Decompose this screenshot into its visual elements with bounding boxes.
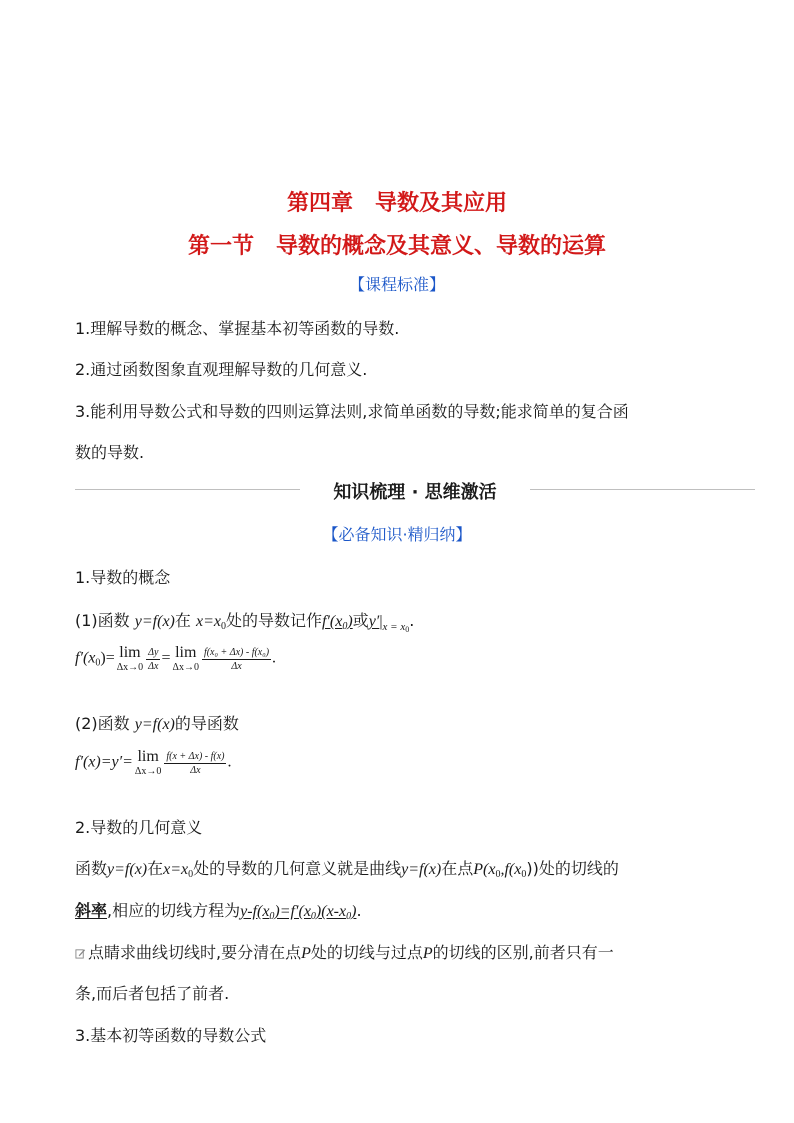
standard-2: 2.通过函数图象直观理解导数的几何意义. xyxy=(75,360,368,379)
math-subscript: x = x xyxy=(382,621,406,633)
denominator: Δx xyxy=(190,764,201,776)
math: y-f(x xyxy=(240,903,270,920)
math: x=x xyxy=(163,861,189,878)
note-line-1 xyxy=(75,940,614,963)
math: P(x xyxy=(473,861,496,878)
derivative-notation-1 xyxy=(322,613,353,630)
math: )=f′(x xyxy=(274,903,311,920)
math: f′(x xyxy=(75,649,96,667)
keyword-slope: 斜率 xyxy=(75,901,108,920)
s2-heading: 2.导数的几何意义 xyxy=(75,818,203,837)
curriculum-label: 【课程标准】 xyxy=(348,275,445,294)
numerator: f(x₀ + Δx) - f(x₀) xyxy=(203,646,270,658)
lim: lim xyxy=(119,644,141,661)
subscript: 0 xyxy=(220,621,226,632)
lim: lim xyxy=(137,748,159,765)
subscript: 0 xyxy=(342,621,348,632)
subscript: 0 xyxy=(269,911,275,922)
denominator: Δx xyxy=(148,660,159,672)
math: = xyxy=(161,649,171,667)
standard-3: 3.能利用导数公式和导数的四则运算法则,求简单函数的导数;能求简单的复合函 xyxy=(75,402,629,421)
math: y=f(x) xyxy=(401,861,442,878)
math: ) xyxy=(351,903,357,920)
text: 处的切线与过点 xyxy=(310,943,423,962)
text: 在 xyxy=(147,859,164,878)
math: y=f(x) xyxy=(134,716,175,733)
math: x=x xyxy=(195,613,221,630)
standard-1: 1.理解导数的概念、掌握基本初等函数的导数. xyxy=(75,319,400,338)
numerator: Δy xyxy=(148,646,159,658)
fraction-2 xyxy=(202,646,271,673)
banner-text: 知识梳理 · 思维激活 xyxy=(333,482,497,503)
standard-3-cont: 数的导数. xyxy=(75,443,145,462)
math: )= xyxy=(100,649,115,667)
chapter-title: 第四章 导数及其应用 xyxy=(286,191,507,216)
s1-formula-1 xyxy=(75,644,276,674)
math: . xyxy=(227,753,232,771)
text: 点睛求曲线切线时,要分清在点 xyxy=(88,943,302,962)
limit-operator xyxy=(117,644,143,674)
limit-operator xyxy=(135,748,161,778)
math: y=f(x) xyxy=(134,613,175,630)
subscript: 0 xyxy=(521,869,527,880)
math: ) xyxy=(347,613,353,630)
text: 在点 xyxy=(441,859,474,878)
math: y=f(x) xyxy=(107,861,148,878)
tangent-equation xyxy=(240,903,356,920)
limit-operator xyxy=(173,644,199,674)
s1-paragraph-2 xyxy=(75,711,239,734)
math: f′(x xyxy=(321,613,343,630)
s2-paragraph-1 xyxy=(75,856,619,880)
banner-rule-left xyxy=(75,489,300,490)
math: P xyxy=(422,945,433,962)
s3-heading: 3.基本初等函数的导数公式 xyxy=(75,1026,267,1045)
math: )(x-x xyxy=(315,903,347,920)
lim-under: Δx→0 xyxy=(116,662,144,673)
subscript: 0 xyxy=(310,911,316,922)
text: (2)函数 xyxy=(75,714,135,733)
lim: lim xyxy=(175,644,197,661)
pencil-note-icon xyxy=(75,948,86,959)
s1-paragraph-1 xyxy=(75,608,414,634)
s1-formula-2 xyxy=(75,748,231,778)
section-banner xyxy=(75,478,755,502)
math: f′(x)=y′= xyxy=(75,753,133,771)
lim-under: Δx→0 xyxy=(172,662,199,673)
text: . xyxy=(356,901,362,920)
banner-rule-right xyxy=(530,489,755,490)
s1-heading: 1.导数的概念 xyxy=(75,568,171,587)
text: 的切线的区别,前者只有一 xyxy=(432,943,614,962)
subscript: 0 xyxy=(346,911,352,922)
knowledge-label: 【必备知识·精归纳】 xyxy=(322,525,472,544)
text: 或 xyxy=(352,611,369,630)
section-title: 第一节 导数的概念及其意义、导数的运算 xyxy=(187,234,606,259)
subscript: 0 xyxy=(405,625,410,634)
text: 在 xyxy=(174,611,196,630)
lim-under: Δx→0 xyxy=(134,766,162,777)
math: | xyxy=(379,613,383,630)
fraction-3 xyxy=(164,750,226,777)
math: ,f(x xyxy=(500,861,522,878)
subscript: 0 xyxy=(95,657,101,669)
text: 处的导数的几何意义就是曲线 xyxy=(193,859,402,878)
denominator: Δx xyxy=(231,660,242,672)
derivative-notation-2: y′ xyxy=(368,613,380,630)
fraction-1 xyxy=(146,646,160,673)
text: ,相应的切线方程为 xyxy=(107,901,241,920)
note-line-2: 条,而后者包括了前者. xyxy=(75,984,230,1003)
text: ))处的切线的 xyxy=(526,859,619,878)
numerator: f(x + Δx) - f(x) xyxy=(166,750,225,762)
text: 的导函数 xyxy=(174,714,239,733)
text: . xyxy=(409,611,415,630)
subscript: 0 xyxy=(495,869,501,880)
text: 函数 xyxy=(75,859,108,878)
math: . xyxy=(272,649,277,667)
s2-paragraph-2 xyxy=(75,898,362,922)
text: 处的导数记作 xyxy=(225,611,322,630)
text: (1)函数 xyxy=(75,611,135,630)
math: P xyxy=(301,945,311,962)
subscript: 0 xyxy=(188,869,194,880)
